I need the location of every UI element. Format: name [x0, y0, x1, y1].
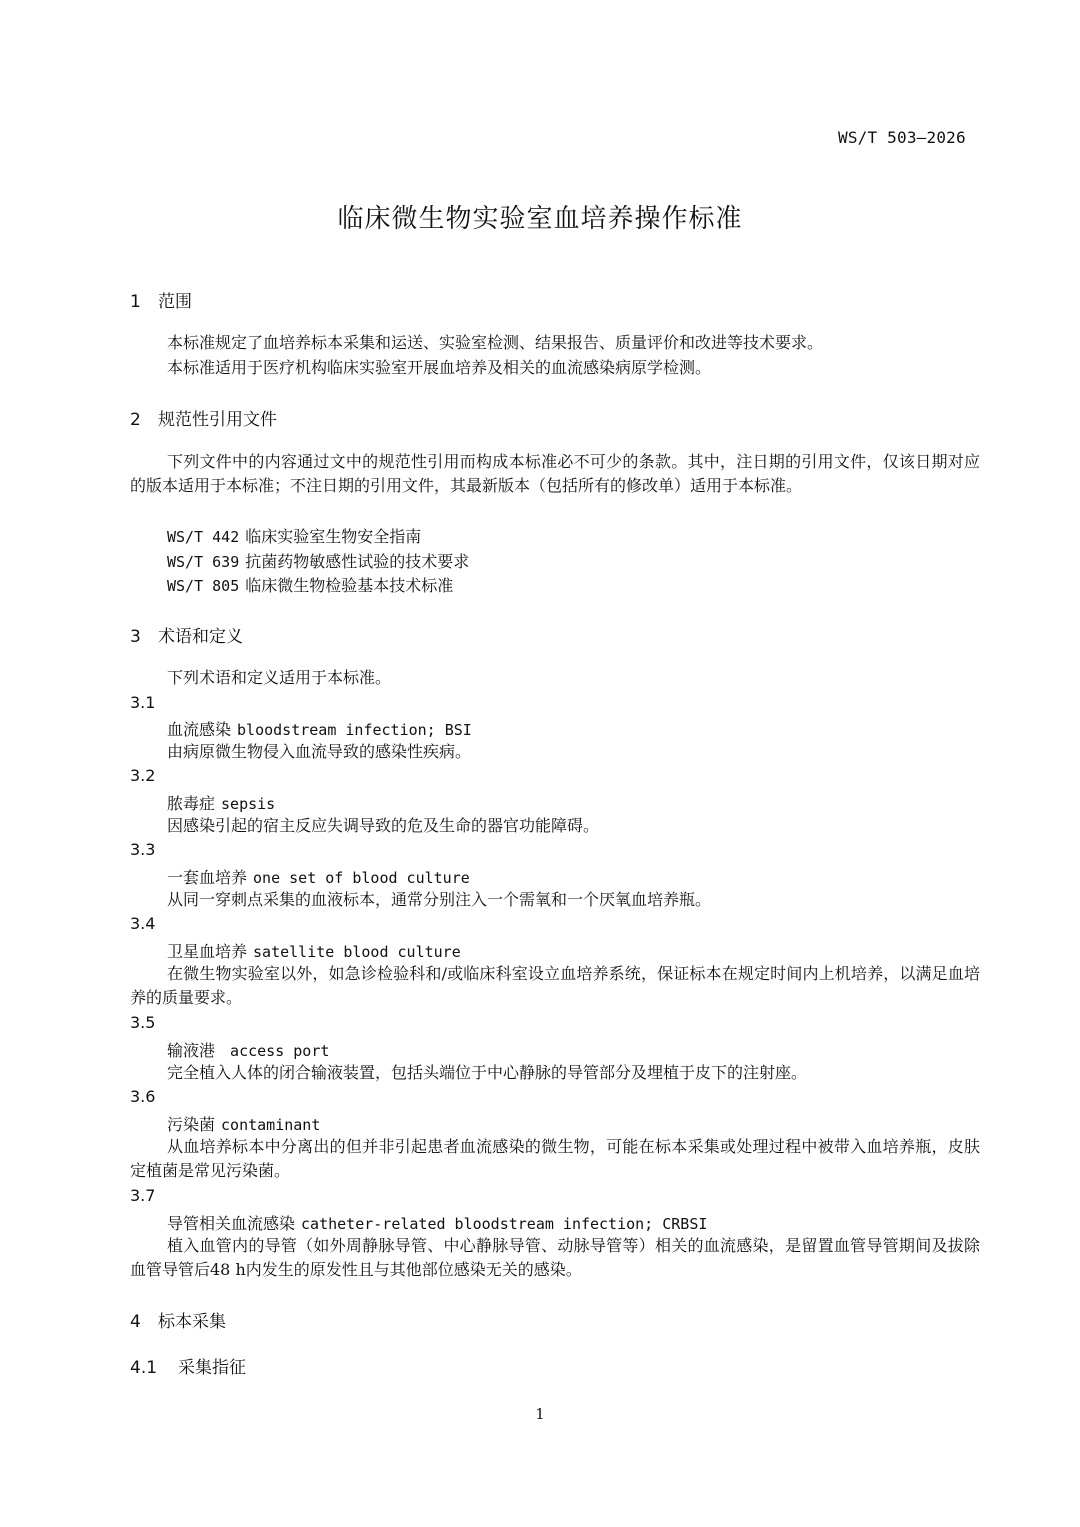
term-number: 3.2	[130, 766, 156, 785]
term-definition: 由病原微生物侵入血流导致的感染性疾病。	[167, 742, 472, 761]
scope-paragraph-2: 本标准适用于医疗机构临床实验室开展血培养及相关的血流感染病原学检测。	[167, 358, 712, 377]
term-heading	[167, 1112, 320, 1135]
reference-name: 临床实验室生物安全指南	[245, 527, 422, 546]
term-number: 3.4	[130, 914, 156, 933]
section-4-heading	[130, 1307, 226, 1332]
section-number: 4	[130, 1312, 141, 1332]
term-english: satellite blood culture	[253, 943, 461, 961]
term-definition: 从同一穿刺点采集的血液标本，通常分别注入一个需氧和一个厌氧血培养瓶。	[167, 890, 712, 909]
term-number: 3.1	[130, 693, 156, 712]
term-definition: 植入血管内的导管（如外周静脉导管、中心静脉导管、动脉导管等）相关的血流感染，是留置血管导管期间及拔除血管导管后48 h内发生的原发性且与其他部位感染无关的感染。	[130, 1236, 980, 1279]
reference-name: 抗菌药物敏感性试验的技术要求	[245, 552, 470, 571]
term-chinese: 输液港	[167, 1041, 216, 1060]
section-title: 术语和定义	[158, 627, 243, 647]
reference-code: WS/T 805	[167, 577, 240, 595]
reference-item	[167, 549, 469, 572]
reference-code: WS/T 442	[167, 528, 240, 546]
term-number: 3.5	[130, 1013, 156, 1032]
term-number: 3.3	[130, 840, 156, 859]
term-definition: 从血培养标本中分离出的但并非引起患者血流感染的微生物，可能在标本采集或处理过程中被带入血培养瓶，皮肤定植菌是常见污染菌。	[130, 1137, 980, 1180]
term-definition: 因感染引起的宿主反应失调导致的危及生命的器官功能障碍。	[167, 816, 600, 835]
term-chinese: 导管相关血流感染	[167, 1214, 296, 1233]
term-chinese: 一套血培养	[167, 868, 248, 887]
subsection-number: 4.1	[130, 1358, 158, 1378]
section-title: 规范性引用文件	[158, 410, 277, 430]
term-heading	[167, 791, 275, 814]
term-chinese: 脓毒症	[167, 794, 216, 813]
term-heading	[167, 1211, 707, 1234]
term-chinese: 血流感染	[167, 720, 232, 739]
term-number: 3.6	[130, 1087, 156, 1106]
term-chinese: 污染菌	[167, 1115, 216, 1134]
term-english: contaminant	[221, 1116, 321, 1134]
section-2-heading	[130, 405, 277, 430]
term-english: sepsis	[221, 795, 276, 813]
references-intro-paragraph: 下列文件中的内容通过文中的规范性引用而构成本标准必不可少的条款。其中，注日期的引用文件，仅该日期对应的版本适用于本标准；不注日期的引用文件，其最新版本（包括所有的修改单）适用于本标准。	[130, 452, 980, 495]
term-english: access port	[221, 1042, 330, 1060]
term-definition: 在微生物实验室以外，如急诊检验科和/或临床科室设立血培养系统，保证标本在规定时间内上机培养，以满足血培养的质量要求。	[130, 964, 980, 1007]
terms-intro-paragraph: 下列术语和定义适用于本标准。	[167, 668, 392, 687]
section-3-heading	[130, 622, 243, 647]
document-number: WS/T 503—2026	[838, 128, 966, 147]
section-title: 范围	[158, 292, 192, 312]
reference-item	[167, 524, 421, 547]
term-english: one set of blood culture	[253, 869, 470, 887]
subsection-4-1-heading	[130, 1353, 246, 1378]
section-number: 2	[130, 410, 141, 430]
term-definition: 完全植入人体的闭合输液装置，包括头端位于中心静脉的导管部分及埋植于皮下的注射座。	[167, 1063, 808, 1082]
section-number: 1	[130, 292, 141, 312]
reference-code: WS/T 639	[167, 553, 240, 571]
term-heading	[167, 939, 461, 962]
reference-name: 临床微生物检验基本技术标准	[245, 576, 454, 595]
section-title: 标本采集	[158, 1312, 226, 1332]
page-number: 1	[535, 1405, 545, 1423]
reference-item	[167, 573, 453, 596]
scope-paragraph-1: 本标准规定了血培养标本采集和运送、实验室检测、结果报告、质量评价和改进等技术要求。	[167, 333, 824, 352]
term-chinese: 卫星血培养	[167, 942, 248, 961]
section-number: 3	[130, 627, 141, 647]
term-heading	[167, 1038, 329, 1061]
term-english: bloodstream infection; BSI	[237, 721, 472, 739]
term-heading	[167, 865, 470, 888]
term-number: 3.7	[130, 1186, 156, 1205]
document-title: 临床微生物实验室血培养操作标准	[337, 204, 743, 234]
term-heading	[167, 717, 472, 740]
term-english: catheter-related bloodstream infection; CRBSI	[301, 1215, 708, 1233]
section-1-heading	[130, 287, 192, 312]
subsection-title: 采集指征	[178, 1358, 246, 1378]
